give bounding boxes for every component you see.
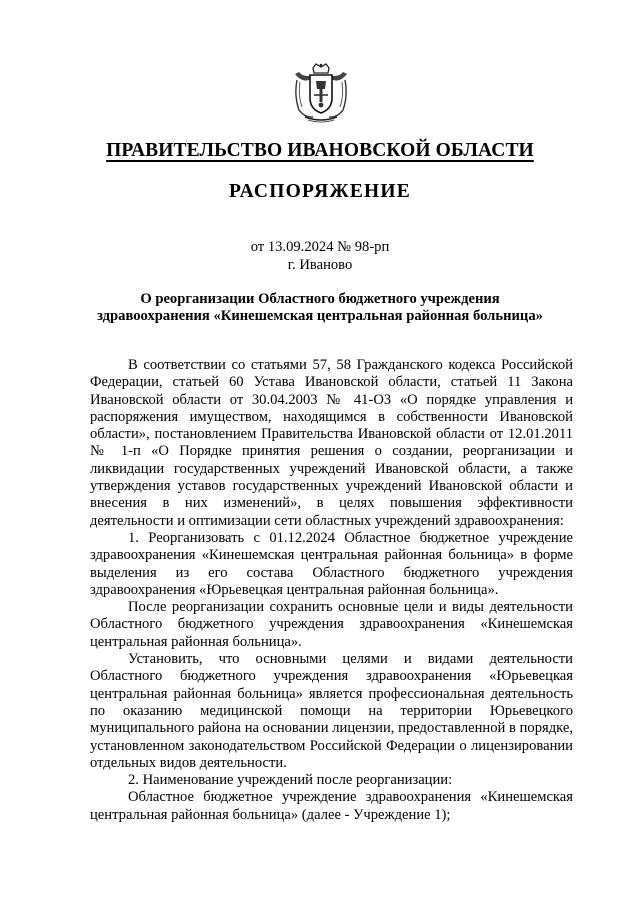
city-line: г. Иваново	[287, 257, 353, 273]
document-body	[90, 357, 573, 824]
government-title: ПРАВИТЕЛЬСТВО ИВАНОВСКОЙ ОБЛАСТИ	[106, 140, 534, 161]
ivanovo-coat-of-arms-icon	[291, 62, 351, 124]
body-paragraph-establish-goals: Установить, что основными целями и видами деятельности Областного бюджетного учреждения здравоохранения «Юрьевецкая центральная районная больница» является профессиональная деятельность по оказанию медицинской помощи на территории Юрьевецкого муниципального района на основании лицензии, предоставленной в порядке, установленном законодательством Российской Федерации о лицензировании отдельных видов деятельности.	[90, 651, 573, 771]
document-type-title: РАСПОРЯЖЕНИЕ	[229, 181, 411, 202]
body-paragraph-preserve-goals: После реорганизации сохранить основные цели и виды деятельности Областного бюджетного учреждения здравоохранения «Кинешемская центральная районная больница».	[90, 599, 573, 650]
document-subject	[60, 291, 580, 325]
body-paragraph-preamble: В соответствии со статьями 57, 58 Гражданского кодекса Российской Федерации, статьей 60 Устава Ивановской области, статьей 11 Закона Ивановской области от 30.04.2003 № 41-ОЗ «О порядке управления и распоряжения имуществом, находящимся в собственности Ивановской области», постановлением Правительства Ивановской области от 12.01.2011 № 1-п «О Порядке принятия решения о создании, реорганизации и ликвидации государственных учреждений Ивановской области, а также утверждения уставов государственных учреждений Ивановской области и внесения в них изменений», в целях повышения эффективности деятельности и оптимизации сети областных учреждений здравоохранения:	[90, 357, 573, 529]
date-number-line: от 13.09.2024 № 98-рп	[250, 239, 390, 255]
body-paragraph-institution-1: Областное бюджетное учреждение здравоохранения «Кинешемская центральная районная больница» (далее - Учреждение 1);	[90, 789, 573, 823]
body-paragraph-item-2: 2. Наименование учреждений после реорганизации:	[128, 772, 453, 789]
subject-line-1: О реорганизации Областного бюджетного учреждения	[140, 291, 500, 307]
subject-line-2: здравоохранения «Кинешемская центральная районная больница»	[97, 308, 543, 325]
body-paragraph-item-1: 1. Реорганизовать с 01.12.2024 Областное бюджетное учреждение здравоохранения «Кинешемская центральная районная больница» в форме выделения из его состава Областного бюджетного учреждения здравоохранения «Юрьевецкая центральная районная больница».	[90, 529, 573, 598]
